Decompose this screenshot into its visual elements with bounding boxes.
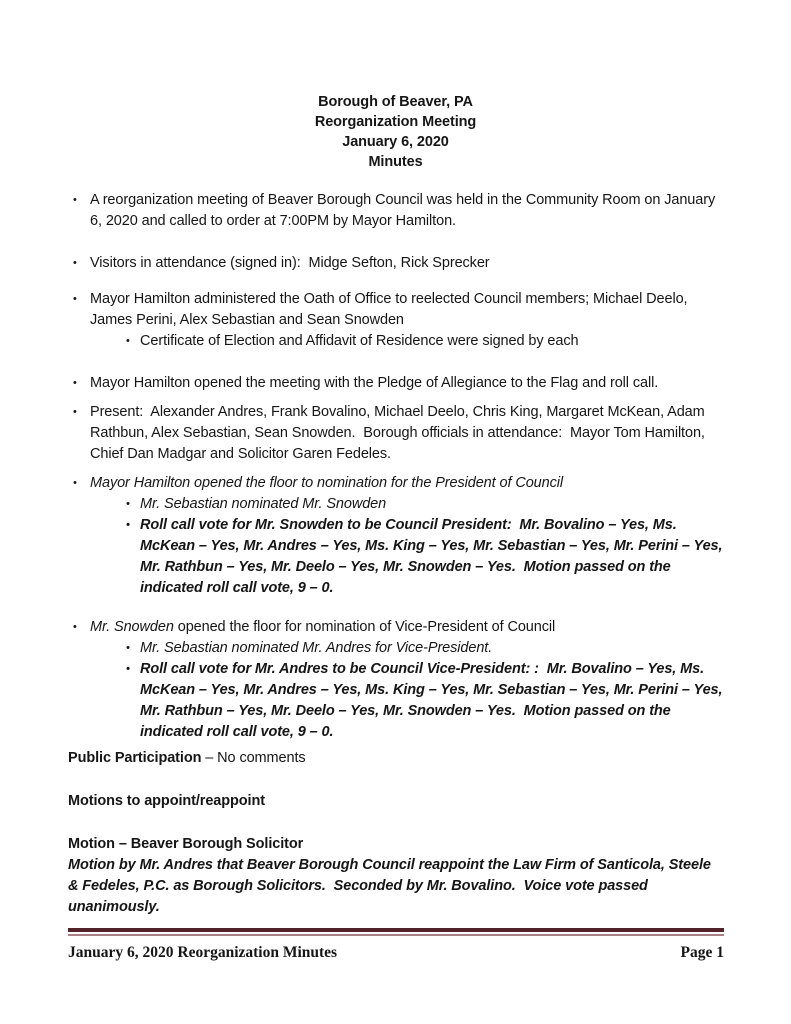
- doc-title-line-2: Reorganization Meeting: [314, 114, 477, 130]
- list-item-pledge: [68, 373, 723, 394]
- list-item-text: Mayor Hamilton administered the Oath of Office to reelected Council members; Michael Deelo, James Perini, Alex Sebastian and Sean Snowden: [90, 291, 692, 328]
- public-participation-text: – No comments: [201, 750, 306, 766]
- bullet-icon: •: [73, 194, 77, 206]
- doc-title-line-4: Minutes: [368, 154, 423, 170]
- list-subitem-andres-nominated: [117, 638, 723, 659]
- bullet-icon: •: [126, 642, 130, 654]
- bullet-icon: •: [73, 477, 77, 489]
- list-item-present: [68, 402, 723, 465]
- bullet-icon: •: [126, 498, 130, 510]
- list-subitem-vice-president-roll-call: [117, 659, 727, 743]
- bullet-icon: •: [126, 335, 130, 347]
- list-item-oath: [68, 289, 723, 331]
- list-item-text: Mayor Hamilton opened the floor to nomination for the President of Council: [90, 475, 563, 491]
- list-item-visitors: [68, 253, 723, 274]
- bullet-icon: •: [73, 257, 77, 269]
- list-item-text: [90, 617, 723, 638]
- motions-heading: Motions to appoint/reappoint: [68, 793, 265, 809]
- bullet-icon: •: [73, 293, 77, 305]
- list-item-text-italic-lead: Mr. Snowden: [90, 619, 174, 635]
- bullet-icon: •: [73, 377, 77, 389]
- list-item-text: Mr. Sebastian nominated Mr. Andres for Vice-President.: [140, 640, 493, 656]
- list-item-meeting-called: [68, 190, 723, 232]
- list-item-text: Roll call vote for Mr. Snowden to be Council President: Mr. Bovalino – Yes, Ms. McKean – Yes, Mr. Andres – Yes, Ms. King – Yes, Mr. Sebastian – Yes, Mr. Perini – Yes, Mr. Rathbun – Yes, Mr. Deelo – Yes, Mr. Snowden – Yes. Motion passed on the indicated roll call vote, 9 – 0.: [140, 517, 727, 596]
- list-subitem-snowden-nominated: [117, 494, 723, 515]
- public-participation-label: Public Participation: [68, 750, 202, 766]
- document-content: [68, 92, 727, 918]
- bullet-icon: •: [73, 621, 77, 633]
- list-item-president-nomination: [68, 473, 723, 494]
- footer-page-number: Page 1: [680, 944, 724, 961]
- doc-title-line-3: January 6, 2020: [342, 134, 449, 150]
- list-item-text-rest: opened the floor for nomination of Vice-President of Council: [173, 619, 556, 635]
- list-item-text: Certificate of Election and Affidavit of Residence were signed by each: [140, 333, 579, 349]
- footer-rule: [68, 928, 724, 936]
- footer-title: January 6, 2020 Reorganization Minutes: [68, 944, 338, 961]
- bullet-icon: •: [126, 519, 130, 531]
- list-subitem-president-roll-call: [117, 515, 727, 599]
- list-item-text: A reorganization meeting of Beaver Borough Council was held in the Community Room on January 6, 2020 and called to order at 7:00PM by Mayor Hamilton.: [90, 192, 720, 229]
- doc-title-line-1: Borough of Beaver, PA: [318, 94, 473, 110]
- list-item-text: Mayor Hamilton opened the meeting with the Pledge of Allegiance to the Flag and roll call.: [90, 375, 659, 391]
- motion-solicitor-body: Motion by Mr. Andres that Beaver Borough Council reappoint the Law Firm of Santicola, Steele & Fedeles, P.C. as Borough Solicitors. Seconded by Mr. Bovalino. Voice vote passed unanimously.: [68, 857, 715, 915]
- public-participation-line: [68, 748, 723, 769]
- list-item-text: Present: Alexander Andres, Frank Bovalino, Michael Deelo, Chris King, Margaret McKean, Adam Rathbun, Alex Sebastian, Sean Snowden. Borough officials in attendance: Mayor Tom Hamilton, Chief Dan Madgar and Solicitor Garen Fedeles.: [90, 404, 709, 462]
- list-item-text: Roll call vote for Mr. Andres to be Council Vice-President: : Mr. Bovalino – Yes, Ms. McKean – Yes, Mr. Andres – Yes, Ms. King – Yes, Mr. Sebastian – Yes, Mr. Perini – Yes, Mr. Rathbun – Yes, Mr. Deelo – Yes, Mr. Snowden – Yes. Motion passed on the indicated roll call vote, 9 – 0.: [140, 661, 727, 740]
- list-item-text: Visitors in attendance (signed in): Midge Sefton, Rick Sprecker: [90, 255, 490, 271]
- motion-solicitor-heading: Motion – Beaver Borough Solicitor: [68, 836, 304, 852]
- list-subitem-certificate: [117, 331, 723, 352]
- bullet-icon: •: [73, 406, 77, 418]
- list-item-vice-president-nomination: [68, 617, 723, 638]
- list-item-text: Mr. Sebastian nominated Mr. Snowden: [140, 496, 387, 512]
- document-title-block: [68, 92, 723, 172]
- page-footer: [68, 943, 724, 963]
- bullet-icon: •: [126, 663, 130, 675]
